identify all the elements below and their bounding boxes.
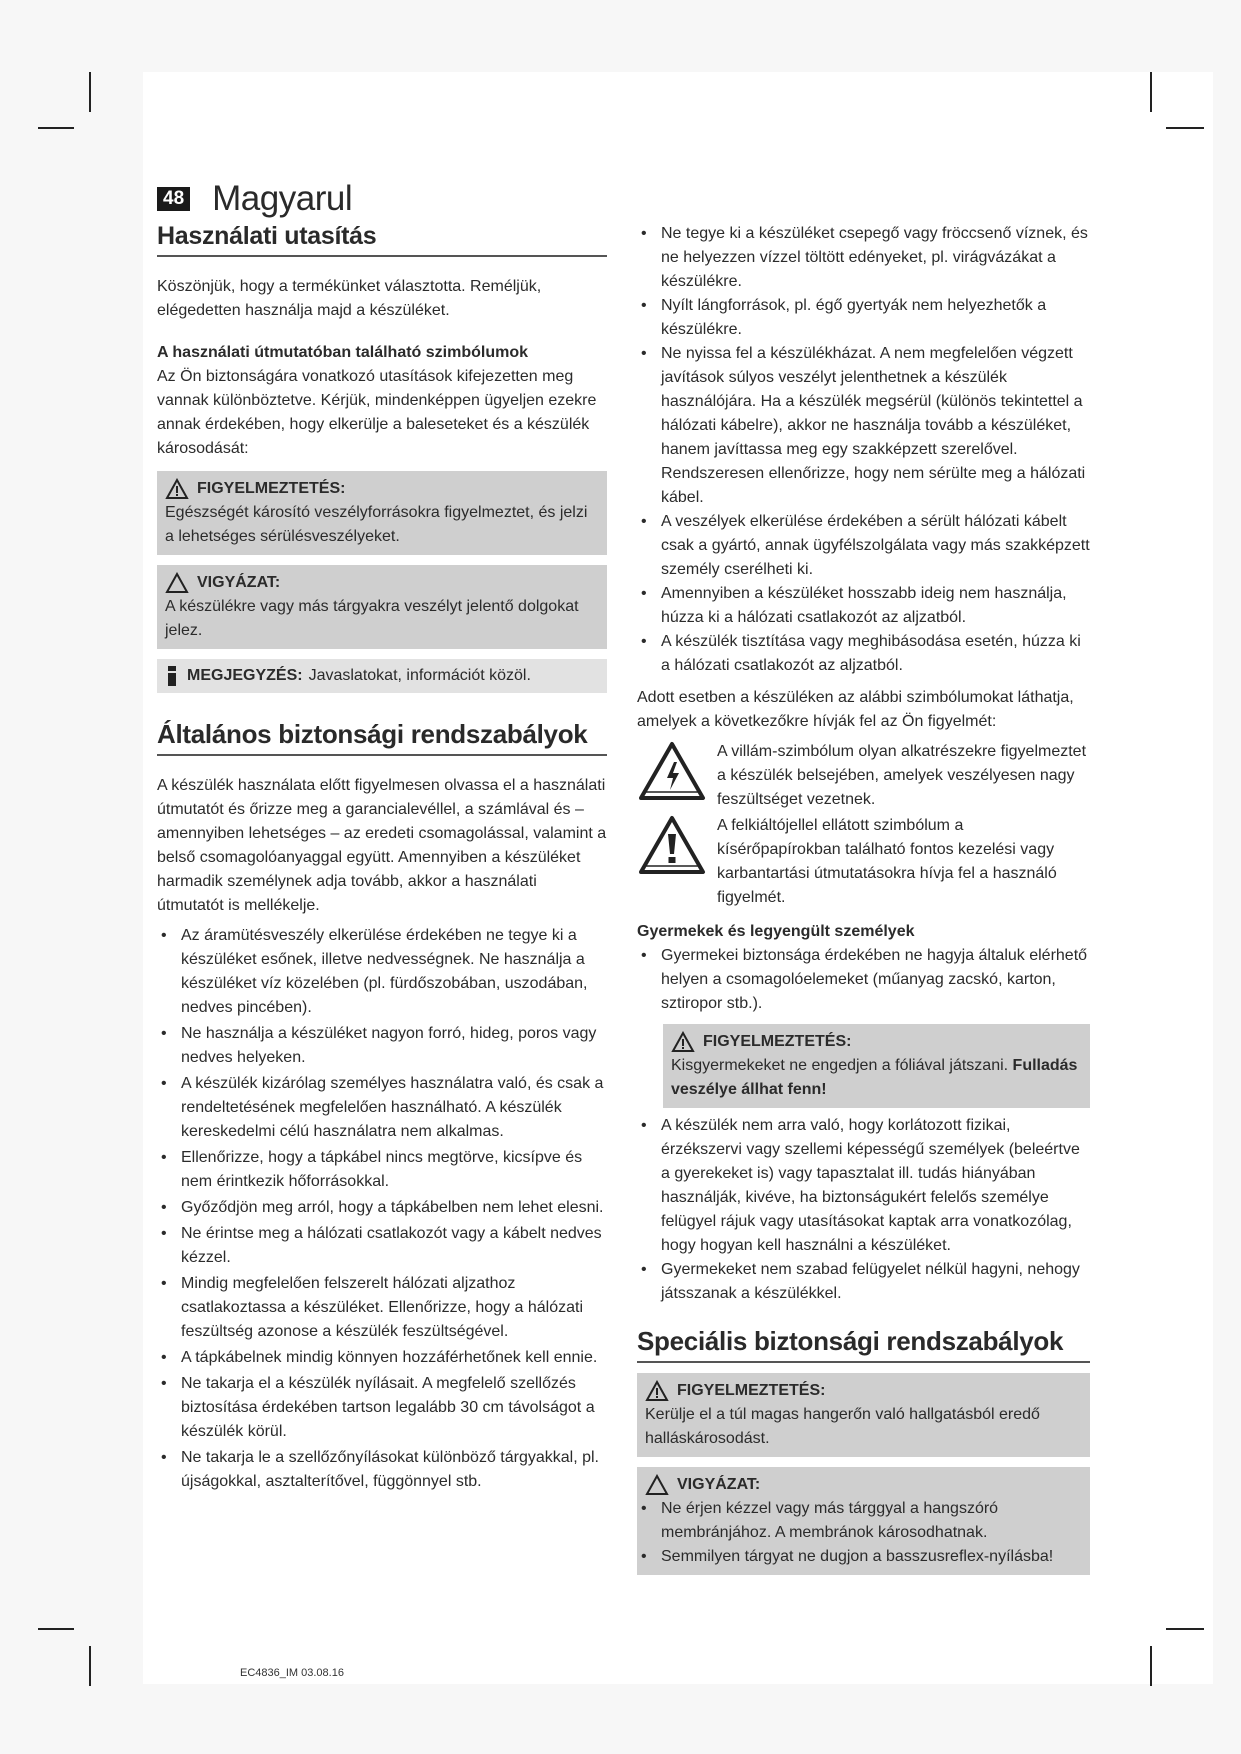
symbols-intro: Adott esetben a készüléken az alábbi szimbólumokat láthatja, amelyek a következőkre hívják fel az Ön figyelmét: xyxy=(637,689,1074,730)
crop-mark xyxy=(89,1646,91,1686)
warning-label: FIGYELMEZTETÉS: xyxy=(197,480,346,497)
footer-code: EC4836_IM 03.08.16 xyxy=(240,1667,344,1679)
list-item: • Ne takarja le a szellőzőnyílásokat különböző tárgyakkal, pl. újságokkal, asztalterítővel, függönnyel stb. xyxy=(157,1446,607,1494)
caution-triangle-icon xyxy=(645,1474,669,1496)
children-list-2 xyxy=(637,1114,1090,1306)
special-caution-list xyxy=(637,1497,1082,1569)
children-warning-bold: Fulladás veszélye állhat fenn! xyxy=(671,1057,1078,1098)
special-caution-box xyxy=(637,1467,1090,1575)
list-item: • Ne használja a készüléket nagyon forró, hideg, poros vagy nedves helyeken. xyxy=(157,1022,607,1070)
special-caution-label: VIGYÁZAT: xyxy=(677,1476,761,1493)
section-title: Használati utasítás xyxy=(157,222,607,257)
special-safety-title: Speciális biztonsági rendszabályok xyxy=(637,1326,1090,1363)
warning-triangle-icon xyxy=(645,1380,669,1402)
list-item: • A tápkábelnek mindig könnyen hozzáférhetőnek kell ennie. xyxy=(157,1346,607,1370)
info-icon xyxy=(165,665,179,687)
warning-text: Egészségét károsító veszélyforrásokra figyelmeztet, és jelzi a lehetséges sérülésveszélyeket. xyxy=(165,504,588,545)
list-item: • A készülék tisztítása vagy meghibásodása esetén, húzza ki a hálózati csatlakozót az aljzatból. xyxy=(637,630,1090,678)
children-warning-box xyxy=(663,1024,1090,1108)
list-item: • Ne tegye ki a készüléket csepegő vagy fröccsenő víznek, és ne helyezzen vízzel töltött edényeket, pl. virágvázákat a készülékre. xyxy=(637,222,1090,294)
safety-list-continued xyxy=(637,222,1090,678)
exclamation-text: A felkiáltójellel ellátott szimbólum a kísérőpapírokban található fontos kezelési vagy karbantartási útmutatásokra hívja fel a használó figyelmét. xyxy=(717,817,1057,906)
list-item: • Győződjön meg arról, hogy a tápkábelben nem lehet elesni. xyxy=(157,1196,607,1220)
symbols-text: Az Ön biztonságára vonatkozó utasítások kifejezetten meg vannak különböztetve. Kérjük, mindenképpen ügyeljen ezekre annak érdekében, hogy elkerülje a baleseteket és a készülék károsodását: xyxy=(157,368,597,457)
children-warning-text: Kisgyermekeket ne engedjen a fóliával játszani. xyxy=(671,1057,1009,1074)
exclamation-symbol-row xyxy=(637,814,1090,910)
list-item: • A készülék nem arra való, hogy korlátozott fizikai, érzékszervi vagy szellemi képességű személyek (beleértve a gyerekeket is) vagy tapasztalat ill. tudás hiányában használják, kivéve, ha biztonságukért felelős személye felügyel rájuk vagy utasításokat kaptak arra vonatkozólag, hogy hogyan kell használni a készüléket. xyxy=(637,1114,1090,1258)
language-title: Magyarul xyxy=(212,179,353,218)
note-text: Javaslatokat, információt közöl. xyxy=(308,667,531,684)
list-item: • Ne érintse meg a hálózati csatlakozót vagy a kábelt nedves kézzel. xyxy=(157,1222,607,1270)
crop-mark xyxy=(1150,72,1152,112)
crop-mark xyxy=(38,1628,74,1630)
general-safety-title: Általános biztonsági rendszabályok xyxy=(157,719,607,756)
symbols-heading: A használati útmutatóban található szimbólumok xyxy=(157,344,528,361)
exclamation-warning-icon xyxy=(637,814,707,876)
special-warning-text: Kerülje el a túl magas hangerőn való hallgatásból eredő halláskárosodást. xyxy=(645,1406,1040,1447)
list-item: • Ne érjen kézzel vagy más tárggyal a hangszóró membránjához. A membránok károsodhatnak. xyxy=(637,1497,1082,1545)
list-item: • Ellenőrizze, hogy a tápkábel nincs megtörve, kicsípve és nem érintkezik hőforrásokkal. xyxy=(157,1146,607,1194)
warning-triangle-icon xyxy=(671,1031,695,1053)
caution-triangle-icon xyxy=(165,572,189,594)
general-safety-text: A készülék használata előtt figyelmesen olvassa el a használati útmutatót és őrizze meg a garancialevéllel, a számlával és – amennyiben lehetséges – az eredeti csomagolással, valamint a belső csomagolóanyaggal együtt. Amennyiben a készüléket harmadik személynek adja tovább, akkor a használati útmutatót is mellékelje. xyxy=(157,777,607,914)
list-item: • Gyermekei biztonsága érdekében ne hagyja általuk elérhető helyen a csomagolóelemeket (műanyag zacskó, karton, sztiropor stb.). xyxy=(637,944,1090,1016)
caution-label: VIGYÁZAT: xyxy=(197,574,281,591)
lightning-symbol-row xyxy=(637,740,1090,812)
list-item: • Semmilyen tárgyat ne dugjon a basszusreflex-nyílásba! xyxy=(637,1545,1082,1569)
note-box xyxy=(157,659,607,693)
page-number: 48 xyxy=(157,187,190,211)
list-item: • Ne nyissa fel a készülékházat. A nem megfelelően végzett javítások súlyos veszélyt jelenthetnek a készülék használójára. Ha a készülék megsérül (különös tekintettel a hálózati kábelre), akkor ne használja tovább a készüléket, hanem javíttassa meg egy szakképzett szerelővel. Rendszeresen ellenőrizze, hogy nem sérülte meg a hálózati kábel. xyxy=(637,342,1090,510)
page-header xyxy=(157,178,607,220)
crop-mark xyxy=(1166,1628,1204,1630)
lightning-warning-icon xyxy=(637,740,707,802)
right-column xyxy=(637,222,1090,1575)
list-item: • Amennyiben a készüléket hosszabb ideig nem használja, húzza ki a hálózati csatlakozót az aljzatból. xyxy=(637,582,1090,630)
list-item: • Nyílt lángforrások, pl. égő gyertyák nem helyezhetők a készülékre. xyxy=(637,294,1090,342)
list-item: • A készülék kizárólag személyes használatra való, és csak a rendeltetésének megfelelően használható. A készülék kereskedelmi célú használatra nem alkalmas. xyxy=(157,1072,607,1144)
caution-box xyxy=(157,565,607,649)
general-safety-list xyxy=(157,924,607,1494)
crop-mark xyxy=(1150,1646,1152,1686)
special-warning-box xyxy=(637,1373,1090,1457)
special-warning-label: FIGYELMEZTETÉS: xyxy=(677,1382,826,1399)
note-label: MEGJEGYZÉS: xyxy=(187,667,303,684)
warning-triangle-icon xyxy=(165,478,189,500)
crop-mark xyxy=(89,72,91,112)
crop-mark xyxy=(38,127,74,129)
caution-text: A készülékre vagy más tárgyakra veszélyt jelentő dolgokat jelez. xyxy=(165,598,579,639)
list-item: • Gyermekeket nem szabad felügyelet nélkül hagyni, nehogy játsszanak a készülékkel. xyxy=(637,1258,1090,1306)
list-item: • Ne takarja el a készülék nyílásait. A megfelelő szellőzés biztosítása érdekében tartson legalább 30 cm távolságot a készülék körül. xyxy=(157,1372,607,1444)
list-item: • Az áramütésveszély elkerülése érdekében ne tegye ki a készüléket esőnek, illetve nedvességnek. Ne használja a készüléket víz közelében (pl. fürdőszobában, uszodában, nedves pincében). xyxy=(157,924,607,1020)
intro-text: Köszönjük, hogy a termékünket választotta. Reméljük, elégedetten használja majd a készüléket. xyxy=(157,278,542,319)
list-item: • A veszélyek elkerülése érdekében a sérült hálózati kábelt csak a gyártó, annak ügyfélszolgálata vagy más szakképzett személy cserélheti ki. xyxy=(637,510,1090,582)
children-heading: Gyermekek és legyengült személyek xyxy=(637,923,915,940)
warning-box xyxy=(157,471,607,555)
left-column xyxy=(157,178,607,1494)
list-item: • Mindig megfelelően felszerelt hálózati aljzathoz csatlakoztassa a készüléket. Ellenőrizze, hogy a hálózati feszültség azonose a készülék feszültségével. xyxy=(157,1272,607,1344)
children-list xyxy=(637,944,1090,1016)
children-warning-label: FIGYELMEZTETÉS: xyxy=(703,1033,852,1050)
crop-mark xyxy=(1166,127,1204,129)
lightning-text: A villám-szimbólum olyan alkatrészekre figyelmeztet a készülék belsejében, amelyek veszélyesen nagy feszültséget vezetnek. xyxy=(717,743,1087,808)
